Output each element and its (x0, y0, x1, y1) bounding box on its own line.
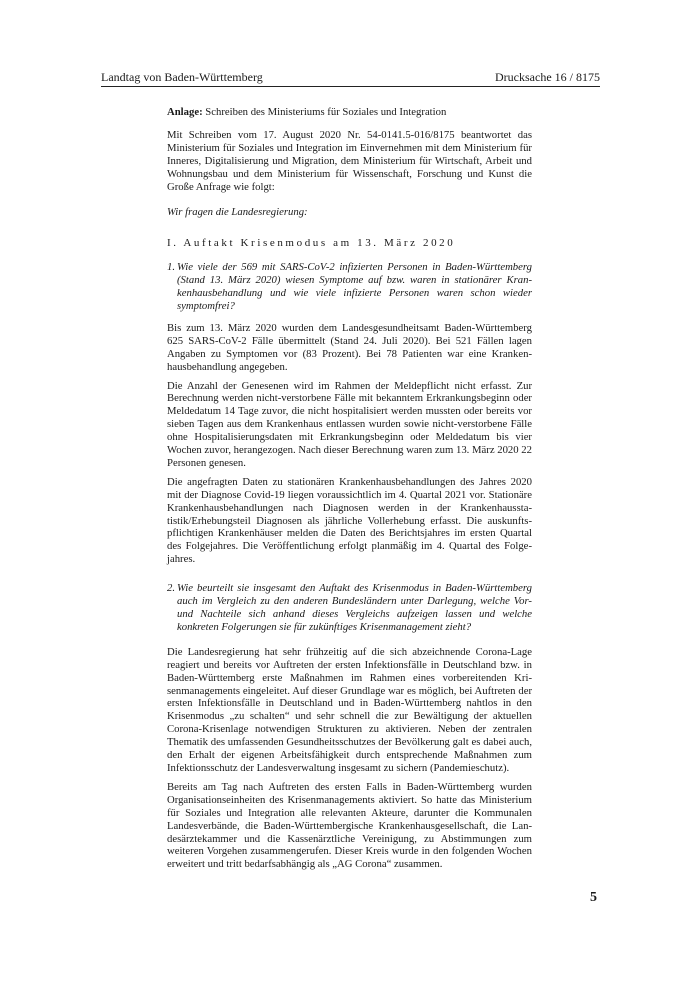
question-text: Wie beurteilt sie insgesamt den Auftakt des Krisenmodus in Baden-Württemberg auch im Vergleich zu den anderen Bundesländern unter Darlegung, welche Vor- und Nachteile sich anhand dieses Vergleichs aufzeigen lassen und welche konkreten Folgerungen sie für zukünftiges Krisenmanagement zieht? (177, 582, 532, 633)
annex-line (167, 106, 532, 119)
page-number: 5 (590, 890, 597, 905)
answer-paragraph: Die Anzahl der Genesenen wird im Rahmen der Meldepflicht nicht erfasst. Zur Berechnung werden nicht-verstorbene Fälle mit bekanntem Erkrankungsbeginn oder Meldedatum 14 Tage zuvor, die nicht hospitalisiert werden mussten oder bereits vor sieben Tagen aus dem Krankenhaus entlassen wurden sowie nicht-verstorbene Fälle ohne Hospitalisierungsdaten mit Erkrankungsbeginn oder Meldedatum bis vier Wochen zuvor, herangezogen. Nach dieser Berechnung waren zum 13. März 2020 22 Personen genesen. (167, 379, 532, 469)
annex-label: Anlage: (167, 106, 203, 118)
question-2 (167, 582, 532, 634)
question-text: Wie viele der 569 mit SARS-CoV-2 infizierten Personen in Baden-Württemberg (Stand 13. März 2020) wiesen Symptome auf bzw. waren in stationärer Krankenhausbehandlung und wie viele infizierte Personen waren schon wieder symptomfrei? (177, 261, 532, 312)
question-1 (167, 261, 532, 313)
header-left: Landtag von Baden-Württemberg (101, 70, 263, 84)
intro-paragraph: Mit Schreiben vom 17. August 2020 Nr. 54-0141.5-016/8175 beantwortet das Ministerium für Soziales und Integration im Einvernehmen mit dem Ministerium für Inneres, Digitalisierung und Migration, dem Ministerium für Wirtschaft, Arbeit und Wohnungsbau und dem Ministerium für Wissenschaft, Forschung und Kunst die Große Anfrage wie folgt: (167, 128, 532, 193)
page-header (101, 70, 600, 84)
header-right: Drucksache 16 / 8175 (495, 70, 600, 84)
answer-paragraph: Die angefragten Daten zu stationären Krankenhausbehandlungen des Jahres 2020 mit der Diagnose Covid-19 liegen voraussichtlich im 4. Quartal 2021 vor. Stationäre Krankenhausbehandlungen nach Diagnosen werden in der Krankenhausstatistik/Erhebungsteil Diagnosen als jährliche Vollerhebung erfasst. Die auskunftspflichtigen Krankenhäuser melden die Daten des Berichtsjahres im ersten Quartal des Folgejahres. Die Veröffentlichung erfolgt planmäßig im 4. Quartal des Folgejahres. (167, 475, 532, 566)
question-number: 2. (167, 582, 176, 595)
answer-paragraph: Bis zum 13. März 2020 wurden dem Landesgesundheitsamt Baden-Württemberg 625 SARS-CoV-2 Fälle übermittelt (Stand 24. Juli 2020). Bei 521 Fällen lagen Angaben zu Symptomen vor (83 Prozent). Bei 78 Patienten war eine Krankenhausbehandlung angegeben. (167, 321, 532, 373)
header-rule (101, 86, 600, 87)
section-title: I. Auftakt Krisenmodus am 13. März 2020 (167, 237, 456, 250)
annex-text: Schreiben des Ministeriums für Soziales und Integration (202, 106, 447, 118)
document-body (167, 106, 532, 877)
question-number: 1. (167, 261, 176, 274)
answer-paragraph: Bereits am Tag nach Auftreten des ersten Falls in Baden-Württemberg wurden Organisationseinheiten des Krisenmanagements aktiviert. So hatte das Ministerium für Soziales und Integration alle relevanten Akteure, darunter die Kommunalen Landesverbände, die Baden-Württembergische Krankenhausgesellschaft, die Landesärztekammer und die Kassenärztliche Vereinigung, zu Abstimmungen zum weiteren Vorgehen zusammengerufen. Dieser Kreis wurde in den folgenden Wochen erweitert und tritt bedarfsabhängig als „AG Corona“ zusammen. (167, 780, 532, 871)
answer-paragraph: Die Landesregierung hat sehr frühzeitig auf die sich abzeichnende Corona-Lage reagiert und bereits vor Auftreten der ersten Infektionsfälle in Deutschland bzw. in Baden-Württemberg erste Maßnahmen im Rahmen eines vorbereitenden Krisenmanagements eingeleitet. Auf dieser Grundlage war es möglich, bei Auftreten der ersten Infektionsfälle in Deutschland und in Baden-Württemberg nahtlos in den Krisenmodus „zu schalten“ und sehr schnell die zur Bewältigung der aktuellen Corona-Krisenlage notwendigen Strukturen zu aktivieren. Neben der zentralen Thematik des umfassenden Gesundheitsschutzes der Bevölkerung galt es dabei auch, den Erhalt der eigenen Arbeitsfähigkeit durch entsprechende Maßnahmen zum Infektionsschutz der Landesverwaltung insgesamt zu sichern (Pandemieschutz). (167, 645, 532, 774)
lead-question-text: Wir fragen die Landesregierung: (167, 206, 308, 219)
